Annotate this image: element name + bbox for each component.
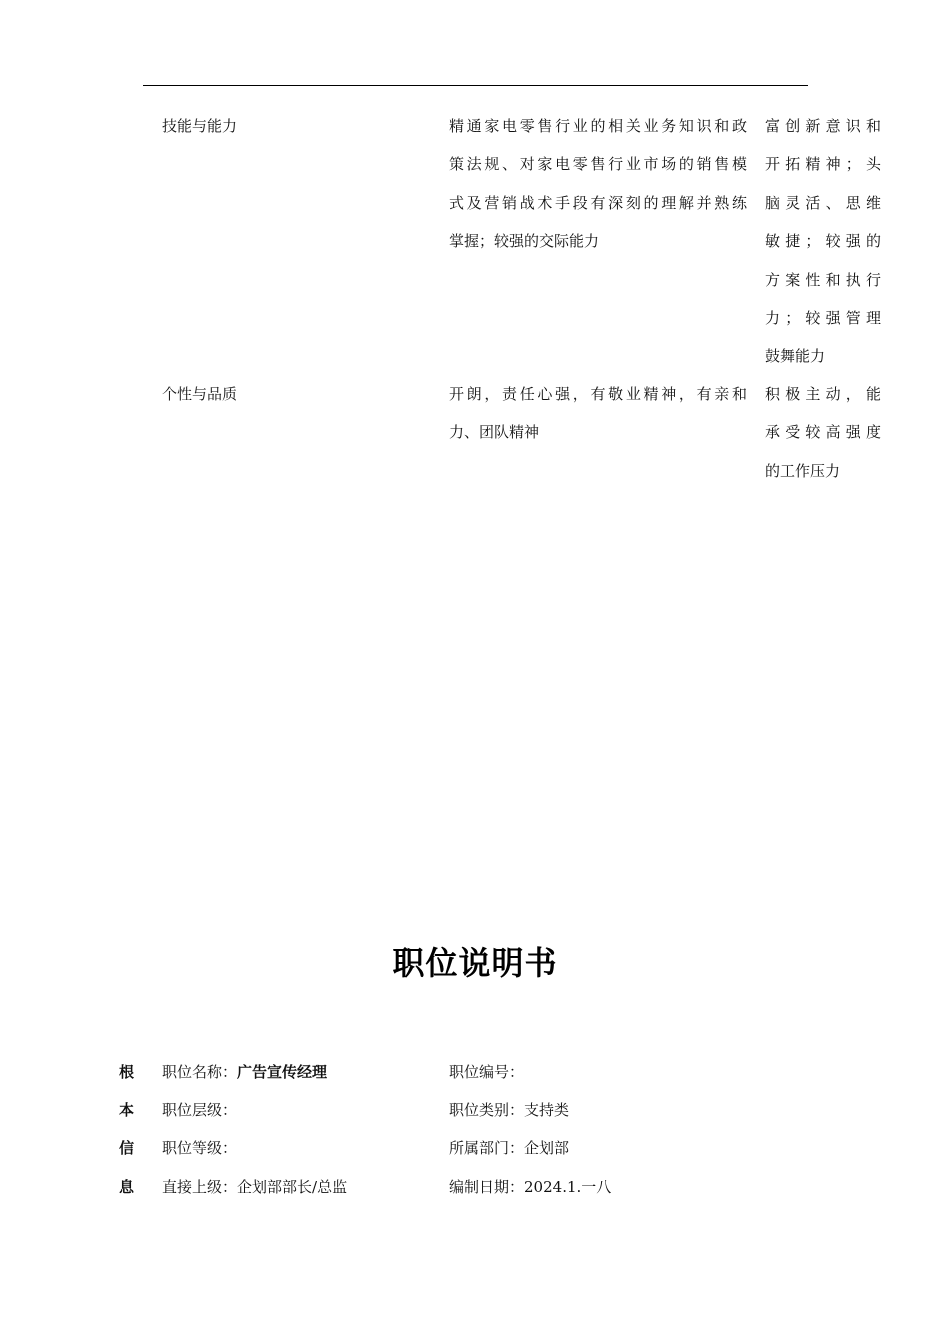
text-line: 富创新意识和 xyxy=(765,117,881,135)
text-line: 开拓精神；头 xyxy=(765,155,881,174)
text-line: 式及营销战术手段有深刻的理解并熟练 xyxy=(449,193,747,212)
side-label-char: 息 xyxy=(119,1178,135,1196)
text-line: 敏捷；较强的 xyxy=(765,232,881,251)
field-value: 支持类 xyxy=(524,1101,570,1119)
personality-traits xyxy=(765,375,881,490)
text-line: 力；较强管理 xyxy=(765,309,881,328)
text-line: 力、团队精神 xyxy=(449,423,540,442)
row-label-personality: 个性与品质 xyxy=(162,385,238,403)
position-name-field xyxy=(162,1061,327,1082)
text-line: 积极主动，能 xyxy=(765,385,881,403)
field-label: 职位类别： xyxy=(449,1101,525,1119)
position-name-value: 广告宣传经理 xyxy=(237,1063,328,1081)
field-value: 企划部 xyxy=(524,1139,570,1157)
side-label-char: 根 xyxy=(119,1063,135,1081)
text-line: 策法规、对家电零售行业市场的销售模 xyxy=(449,155,747,174)
personality-requirements xyxy=(449,375,747,452)
text-line: 开朗，责任心强，有敬业精神，有亲和 xyxy=(449,385,747,403)
skills-requirements xyxy=(449,107,747,261)
position-number-field xyxy=(449,1061,524,1082)
side-label-char: 本 xyxy=(119,1101,135,1119)
text-line: 方案性和执行 xyxy=(765,270,881,289)
field-label: 直接上级： xyxy=(162,1178,238,1196)
field-label: 职位等级： xyxy=(162,1139,238,1157)
position-level-field xyxy=(162,1099,237,1120)
document-title: 职位说明书 xyxy=(392,944,558,982)
skills-traits xyxy=(765,107,881,376)
field-label: 职位名称： xyxy=(162,1063,238,1081)
row-label-skills: 技能与能力 xyxy=(162,117,238,135)
text-line: 精通家电零售行业的相关业务知识和政 xyxy=(449,117,747,135)
side-label-char: 信 xyxy=(119,1139,135,1157)
text-line: 脑灵活、思维 xyxy=(765,193,881,212)
field-label: 编制日期： xyxy=(449,1178,525,1196)
text-line: 的工作压力 xyxy=(765,461,841,480)
text-line: 鼓舞能力 xyxy=(765,347,826,366)
compile-date-field xyxy=(449,1176,611,1197)
field-label: 职位编号： xyxy=(449,1063,525,1081)
field-value: 企划部部长/总监 xyxy=(237,1178,348,1196)
header-rule xyxy=(143,85,808,86)
text-line: 承受较高强度 xyxy=(765,423,881,442)
field-value: 2024.1.一八 xyxy=(524,1178,612,1196)
position-grade-field xyxy=(162,1137,237,1158)
text-line: 掌握；较强的交际能力 xyxy=(449,232,600,251)
field-label: 职位层级： xyxy=(162,1101,238,1119)
field-label: 所属部门： xyxy=(449,1139,525,1157)
position-category-field xyxy=(449,1099,569,1120)
department-field xyxy=(449,1137,569,1158)
direct-supervisor-field xyxy=(162,1176,347,1197)
